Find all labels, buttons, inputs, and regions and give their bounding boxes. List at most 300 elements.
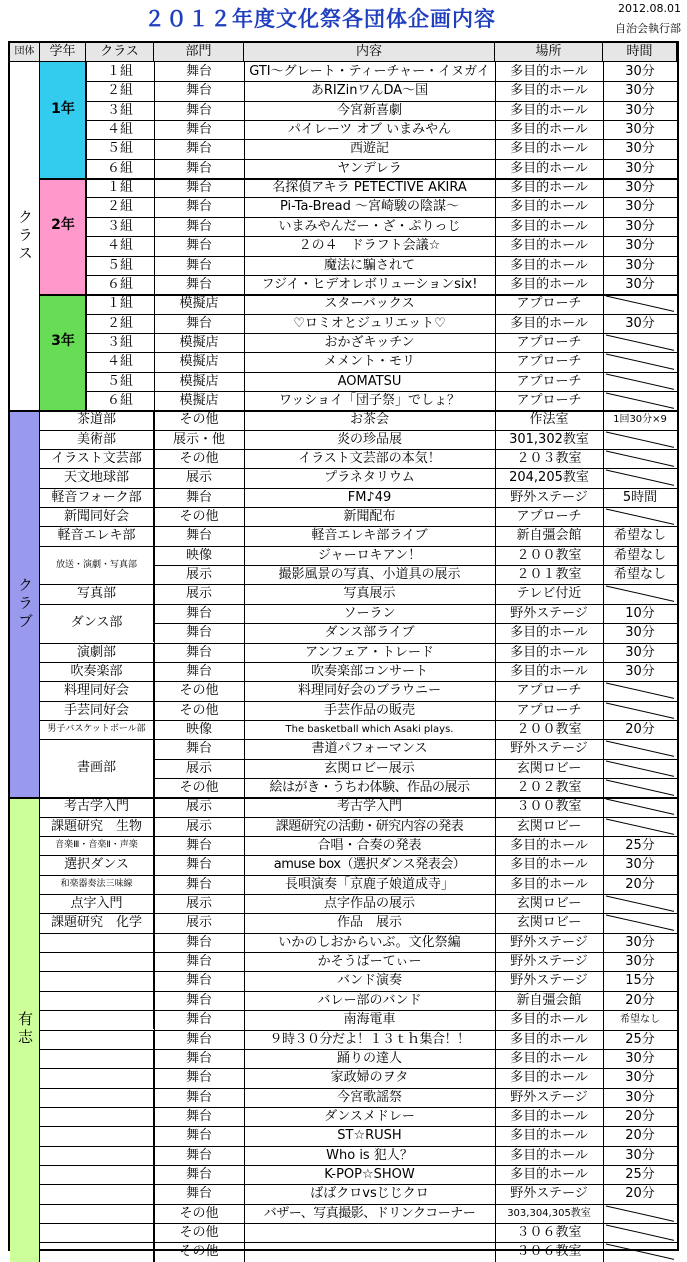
year-text: 1年 xyxy=(51,101,75,118)
place-cell: 作法室 xyxy=(529,412,569,428)
place-cell: 野外ステージ xyxy=(510,1186,588,1202)
class-cell: ３組 xyxy=(106,334,133,350)
row-divider xyxy=(40,933,677,934)
time-cell: 30分 xyxy=(625,663,655,679)
row-divider xyxy=(40,971,677,972)
place-cell: 301,302教室 xyxy=(509,431,589,447)
row-divider xyxy=(86,236,677,237)
dept-cell: 舞台 xyxy=(185,876,212,892)
year-header: 学年 xyxy=(40,43,86,61)
dept-cell: その他 xyxy=(179,1225,219,1240)
time-cell: 30分 xyxy=(625,857,655,873)
column-divider xyxy=(86,62,87,410)
dept-cell: 舞台 xyxy=(185,102,212,118)
volunteer-name xyxy=(40,933,154,952)
content-cell: ばばクロvsじじクロ xyxy=(310,1186,429,1202)
class-cell: ５組 xyxy=(106,141,133,157)
year-text: 2年 xyxy=(51,217,75,234)
column-divider xyxy=(154,61,155,1262)
club-name: 軽音エレキ部 xyxy=(40,526,154,545)
time-cell: 30分 xyxy=(625,644,655,660)
not-applicable-slash xyxy=(603,449,677,468)
place-cell: 野外ステージ xyxy=(510,934,588,950)
row-divider xyxy=(86,352,677,353)
column-divider xyxy=(495,61,496,1262)
volunteer-name: 点字入門 xyxy=(40,894,154,913)
place-cell: 多目的ホール xyxy=(510,1166,588,1182)
class-cell: ３組 xyxy=(106,218,133,234)
time-cell: 30分 xyxy=(625,1070,655,1086)
place-cell: アプローチ xyxy=(516,373,582,389)
content-cell: 炎の珍品展 xyxy=(336,431,402,447)
time-cell: 20分 xyxy=(625,721,655,737)
dept-cell: 展示 xyxy=(185,799,212,815)
dept-cell: 舞台 xyxy=(185,122,212,138)
column-divider xyxy=(244,61,245,1262)
dept-cell: 舞台 xyxy=(185,1186,212,1202)
dept-cell: 舞台 xyxy=(185,1128,212,1144)
row-divider xyxy=(40,178,677,180)
dept-cell: 舞台 xyxy=(185,625,212,641)
place-cell: 多目的ホール xyxy=(510,1012,588,1028)
content-cell: FM♪49 xyxy=(347,489,392,505)
dept-cell: 映像 xyxy=(185,721,212,737)
dept-cell: 舞台 xyxy=(185,276,212,292)
place-cell: ３００教室 xyxy=(516,799,582,815)
not-applicable-slash xyxy=(603,333,677,352)
dept-cell: 舞台 xyxy=(185,1070,212,1086)
class-cell: ６組 xyxy=(106,392,133,408)
place-cell: ２０２教室 xyxy=(516,779,582,795)
time-cell: 20分 xyxy=(625,992,655,1008)
not-applicable-slash xyxy=(603,913,677,932)
club-name: 書画部 xyxy=(40,739,154,797)
class-cell: ２組 xyxy=(106,199,133,215)
place-cell: 多目的ホール xyxy=(510,1031,588,1047)
content-cell: 合唱・合奏の発表 xyxy=(317,838,422,853)
dept-cell: 舞台 xyxy=(185,199,212,215)
time-cell: 30分 xyxy=(625,180,655,196)
row-divider xyxy=(154,584,677,585)
time-cell: 30分 xyxy=(625,141,655,157)
dept-cell: 舞台 xyxy=(185,1012,212,1028)
content-cell: GTI～グレート・ティーチャー・イヌガイ xyxy=(249,64,490,79)
club-name: イラスト文芸部 xyxy=(40,449,154,468)
row-divider xyxy=(86,372,677,373)
place-cell: 多目的ホール xyxy=(510,1147,588,1163)
author-label: 自治会執行部 xyxy=(615,22,681,35)
place-cell: アプローチ xyxy=(516,683,582,699)
time-cell: 1回30分×9 xyxy=(613,414,667,426)
row-divider xyxy=(154,681,677,682)
class-cell: ３組 xyxy=(106,102,133,118)
place-cell: 多目的ホール xyxy=(510,838,588,853)
volunteer-name xyxy=(40,1068,154,1087)
group-label-1: クラブ xyxy=(10,410,40,797)
place-cell: 204,205教室 xyxy=(509,470,589,486)
content-cell: 今宮歌謡祭 xyxy=(336,1089,402,1105)
club-name: 料理同好会 xyxy=(40,681,154,700)
row-divider xyxy=(154,701,677,702)
volunteer-name: 和楽器奏法三味線 xyxy=(40,875,154,894)
class-cell: １組 xyxy=(106,64,133,79)
time-cell: 希望なし xyxy=(620,1014,660,1026)
time-cell: 30分 xyxy=(625,102,655,118)
place-cell: 多目的ホール xyxy=(510,199,588,215)
place-cell: ２０１教室 xyxy=(516,567,582,583)
time-cell: 15分 xyxy=(625,973,655,989)
place-cell: 多目的ホール xyxy=(510,64,588,79)
content-cell: ダンスメドレー xyxy=(324,1108,415,1124)
dept-cell: その他 xyxy=(179,509,219,525)
row-divider xyxy=(86,81,677,82)
content-cell: 西遊記 xyxy=(349,141,389,157)
content-cell: The basketball which Asaki plays. xyxy=(285,723,454,735)
time-cell: 30分 xyxy=(625,199,655,215)
dept-cell: 展示 xyxy=(185,760,212,776)
row-divider xyxy=(40,1146,677,1147)
not-applicable-slash xyxy=(603,894,677,913)
row-divider xyxy=(86,256,677,257)
volunteer-name xyxy=(40,1204,154,1223)
not-applicable-slash xyxy=(603,391,677,410)
time-cell: 30分 xyxy=(625,83,655,99)
volunteer-name xyxy=(40,1146,154,1165)
place-cell: 多目的ホール xyxy=(510,857,588,873)
club-name: 手芸同好会 xyxy=(40,701,154,720)
content-header: 内容 xyxy=(244,43,495,61)
content-cell: あRIZinワんDA～国 xyxy=(310,83,429,99)
not-applicable-slash xyxy=(603,778,677,797)
volunteer-name xyxy=(40,991,154,1010)
dept-cell: 展示 xyxy=(185,567,212,583)
content-cell: おかざキッチン xyxy=(324,334,415,350)
content-cell: 踊りの達人 xyxy=(336,1050,402,1066)
time-cell: 30分 xyxy=(625,64,655,79)
place-cell: 玄関ロビー xyxy=(516,760,582,776)
class-cell: ５組 xyxy=(106,257,133,273)
place-cell: 多目的ホール xyxy=(510,315,588,331)
row-divider xyxy=(40,1242,677,1243)
time-cell: 20分 xyxy=(625,1128,655,1144)
place-cell: 多目的ホール xyxy=(510,663,588,679)
row-divider xyxy=(154,662,677,663)
row-divider xyxy=(86,217,677,218)
content-cell: 今宮新喜劇 xyxy=(336,102,402,118)
content-cell: ２の４ ドラフト会議☆ xyxy=(298,238,441,254)
content-cell: Who is 犯人？ xyxy=(326,1147,413,1163)
time-cell: 20分 xyxy=(625,1108,655,1124)
dept-cell: 舞台 xyxy=(185,218,212,234)
place-cell: 多目的ホール xyxy=(510,122,588,138)
group-label-2: 有志 xyxy=(10,797,40,1261)
dept-cell: 舞台 xyxy=(185,1031,212,1047)
row-divider xyxy=(40,1068,677,1069)
time-cell: 30分 xyxy=(625,160,655,176)
not-applicable-slash xyxy=(603,352,677,371)
row-divider xyxy=(154,449,677,450)
row-divider xyxy=(40,1049,677,1050)
dept-cell: 舞台 xyxy=(185,160,212,176)
content-cell: K-POP☆SHOW xyxy=(324,1166,415,1182)
content-cell xyxy=(244,1242,495,1261)
content-cell: 軽音エレキ部ライブ xyxy=(311,528,428,544)
place-cell: アプローチ xyxy=(516,354,582,370)
date-label: 2012.08.01 xyxy=(618,2,681,15)
row-divider xyxy=(154,488,677,489)
place-cell: 多目的ホール xyxy=(510,180,588,196)
place-cell: 多目的ホール xyxy=(510,257,588,273)
time-cell: 30分 xyxy=(625,122,655,138)
club-name: 写真部 xyxy=(40,584,154,603)
content-cell: 魔法に騙されて xyxy=(323,257,415,273)
time-cell: 30分 xyxy=(625,625,655,641)
dept-cell: 舞台 xyxy=(185,315,212,331)
dept-cell: 展示 xyxy=(185,470,212,486)
class-cell: １組 xyxy=(106,180,133,196)
row-divider xyxy=(86,197,677,198)
content-cell: 新聞配布 xyxy=(343,509,396,525)
row-divider xyxy=(86,101,677,102)
dept-cell: 展示 xyxy=(185,586,212,602)
time-cell: 25分 xyxy=(625,838,655,853)
row-divider xyxy=(40,1223,677,1224)
dept-cell: その他 xyxy=(179,779,219,795)
content-cell: メメント・モリ xyxy=(323,354,415,370)
volunteer-name: 課題研究 生物 xyxy=(40,817,154,836)
class-cell: ４組 xyxy=(106,238,133,254)
dept-cell: 舞台 xyxy=(185,180,212,196)
row-divider xyxy=(40,1010,677,1011)
content-cell: 絵はがき・うちわ体験、作品の展示 xyxy=(269,779,470,795)
dept-cell: 舞台 xyxy=(185,64,212,79)
dept-cell: 舞台 xyxy=(185,934,212,950)
volunteer-name xyxy=(40,1184,154,1203)
column-divider xyxy=(603,61,604,1262)
time-cell: 30分 xyxy=(625,1050,655,1066)
dept-cell: 舞台 xyxy=(185,528,212,544)
time-cell: 25分 xyxy=(625,1166,655,1182)
dept-cell: 模擬店 xyxy=(179,296,219,312)
dept-cell: 舞台 xyxy=(185,257,212,273)
content-cell: 手芸作品の販売 xyxy=(323,702,415,718)
row-divider xyxy=(40,1030,677,1031)
dept-cell: 展示 xyxy=(185,915,212,931)
dept-cell: その他 xyxy=(179,702,219,718)
not-applicable-slash xyxy=(603,681,677,700)
content-cell xyxy=(244,1223,495,1242)
row-divider xyxy=(40,913,677,914)
place-cell: 多目的ホール xyxy=(510,1108,588,1124)
place-cell: 多目的ホール xyxy=(510,238,588,254)
place-cell: ２００教室 xyxy=(516,547,582,563)
not-applicable-slash xyxy=(603,1242,677,1261)
content-cell: Pi-Ta-Bread ～宮崎駿の陰謀～ xyxy=(280,199,459,215)
group-label-0: クラス xyxy=(10,62,40,410)
volunteer-name xyxy=(40,971,154,990)
volunteer-name xyxy=(40,1049,154,1068)
row-divider xyxy=(40,855,677,856)
time-cell: 30分 xyxy=(625,276,655,292)
time-cell: 30分 xyxy=(625,315,655,331)
place-cell: 玄関ロビー xyxy=(516,818,582,834)
row-divider xyxy=(40,294,677,296)
dept-cell: 舞台 xyxy=(185,238,212,254)
content-cell: バンド演奏 xyxy=(336,973,402,989)
not-applicable-slash xyxy=(603,468,677,487)
volunteer-name xyxy=(40,1010,154,1029)
club-name: 吹奏楽部 xyxy=(40,662,154,681)
place-cell: 多目的ホール xyxy=(510,102,588,118)
volunteer-name xyxy=(40,952,154,971)
time-cell: 希望なし xyxy=(613,528,666,544)
place-cell: 野外ステージ xyxy=(510,489,588,505)
place-cell: 玄関ロビー xyxy=(516,915,582,931)
content-cell: 料理同好会のブラウニー xyxy=(297,683,441,699)
place-cell: 多目的ホール xyxy=(510,1128,588,1144)
club-name: 男子バスケットボール部 xyxy=(40,720,154,739)
content-cell: ダンス部ライブ xyxy=(324,625,415,641)
row-divider xyxy=(86,314,677,315)
content-cell: プラネタリウム xyxy=(324,470,415,486)
place-header: 場所 xyxy=(495,43,603,61)
dept-cell: 舞台 xyxy=(185,741,212,757)
place-cell: 多目的ホール xyxy=(510,141,588,157)
row-divider xyxy=(154,468,677,469)
row-divider xyxy=(40,836,677,837)
content-cell: フジイ・ヒデオレボリューションsix! xyxy=(261,276,478,292)
volunteer-name xyxy=(40,1088,154,1107)
row-divider xyxy=(40,1107,677,1108)
dept-cell: 舞台 xyxy=(185,1050,212,1066)
year-label-1 xyxy=(40,62,86,178)
row-divider xyxy=(154,565,677,566)
row-divider xyxy=(86,120,677,121)
dept-cell: 舞台 xyxy=(185,857,212,873)
time-cell: 30分 xyxy=(625,1089,655,1105)
content-cell: 家政婦のヲタ xyxy=(330,1070,409,1086)
not-applicable-slash xyxy=(603,1223,677,1242)
row-divider xyxy=(86,159,677,160)
row-divider xyxy=(154,507,677,508)
content-cell: 書道パフォーマンス xyxy=(311,741,428,757)
dept-header: 部門 xyxy=(154,43,244,61)
content-cell: いまみやんだー・ざ・ぷりっじ xyxy=(278,218,461,234)
content-cell: 作品 展示 xyxy=(336,915,402,931)
content-cell: 吹奏楽部コンサート xyxy=(310,663,428,679)
place-cell: 玄関ロビー xyxy=(516,896,582,912)
content-cell: ST☆RUSH xyxy=(337,1128,402,1144)
year-label-2 xyxy=(40,178,86,294)
content-cell: 玄関ロビー展示 xyxy=(324,760,415,776)
content-cell: お茶会 xyxy=(349,412,389,428)
year-text: 3年 xyxy=(51,333,75,350)
club-name: 茶道部 xyxy=(40,410,154,429)
class-header: クラス xyxy=(86,43,154,61)
dept-cell: 模擬店 xyxy=(179,334,219,350)
volunteer-name xyxy=(40,1126,154,1145)
content-cell: パイレーツ オブ いまみやん xyxy=(287,122,452,138)
place-cell: 新自彊会館 xyxy=(516,992,582,1008)
content-cell: ヤンデレラ xyxy=(337,160,402,176)
year-label-3 xyxy=(40,294,86,410)
not-applicable-slash xyxy=(603,430,677,449)
row-divider xyxy=(40,817,677,818)
not-applicable-slash xyxy=(603,759,677,778)
dept-cell: 舞台 xyxy=(185,1108,212,1124)
class-cell: ２組 xyxy=(106,83,133,99)
place-cell: アプローチ xyxy=(516,509,582,525)
time-cell: 希望なし xyxy=(613,567,666,583)
dept-cell: 舞台 xyxy=(185,663,212,679)
not-applicable-slash xyxy=(603,739,677,758)
place-cell: 多目的ホール xyxy=(510,1070,588,1086)
place-cell: ３０６教室 xyxy=(516,1225,582,1240)
not-applicable-slash xyxy=(603,701,677,720)
row-divider xyxy=(40,1184,677,1185)
place-cell: ３０６教室 xyxy=(516,1244,582,1260)
time-cell: 30分 xyxy=(625,954,655,970)
content-cell: 課題研究の活動・研究内容の発表 xyxy=(275,818,464,834)
row-divider xyxy=(154,778,677,779)
schedule-table xyxy=(8,41,679,1260)
not-applicable-slash xyxy=(603,372,677,391)
class-cell: ６組 xyxy=(106,276,133,292)
not-applicable-slash xyxy=(603,294,677,313)
dept-cell: その他 xyxy=(179,1244,219,1260)
content-cell: ワッショイ「団子祭」でしょ？ xyxy=(278,392,461,408)
row-divider xyxy=(154,643,677,644)
content-cell: スターバックス xyxy=(324,296,415,312)
place-cell: アプローチ xyxy=(516,392,582,408)
place-cell: 野外ステージ xyxy=(510,605,588,621)
time-cell: 10分 xyxy=(625,605,655,621)
place-cell: 多目的ホール xyxy=(510,218,588,234)
dept-cell: その他 xyxy=(179,451,219,466)
page-title: ２０１２年度文化祭各団体企画内容 xyxy=(144,7,496,31)
class-cell: ６組 xyxy=(106,160,133,176)
dept-cell: その他 xyxy=(179,412,219,428)
row-divider xyxy=(40,1204,677,1205)
content-cell: ９時３０分だよ！１３ｔｈ集合！！ xyxy=(269,1031,470,1047)
dept-cell: 舞台 xyxy=(185,1166,212,1182)
content-cell: いかのしおからいぶ。文化祭編 xyxy=(278,934,461,950)
place-cell: ２０３教室 xyxy=(516,451,582,466)
place-cell: アプローチ xyxy=(516,334,582,350)
row-divider xyxy=(154,739,677,740)
not-applicable-slash xyxy=(603,817,677,836)
dept-cell: 展示 xyxy=(185,818,212,834)
dept-cell: 映像 xyxy=(185,547,212,563)
dept-cell: その他 xyxy=(179,1205,219,1221)
content-cell: 写真展示 xyxy=(343,586,396,602)
time-cell: 20分 xyxy=(625,1186,655,1202)
class-cell: ４組 xyxy=(106,122,133,138)
content-cell: バレー部のバンド xyxy=(317,992,422,1008)
content-cell: 点字作品の展示 xyxy=(323,896,415,912)
row-divider xyxy=(40,1126,677,1127)
place-cell: ２００教室 xyxy=(516,721,582,737)
volunteer-name xyxy=(40,1107,154,1126)
volunteer-name xyxy=(40,1030,154,1049)
content-cell: ジャーロキアン！ xyxy=(317,547,422,563)
place-cell: アプローチ xyxy=(516,296,582,312)
dept-cell: 舞台 xyxy=(185,1147,212,1163)
row-divider xyxy=(154,546,677,547)
volunteer-name: 音楽Ⅲ・音楽Ⅱ・声楽 xyxy=(40,836,154,855)
place-cell: 多目的ホール xyxy=(510,83,588,99)
club-name: 新聞同好会 xyxy=(40,507,154,526)
